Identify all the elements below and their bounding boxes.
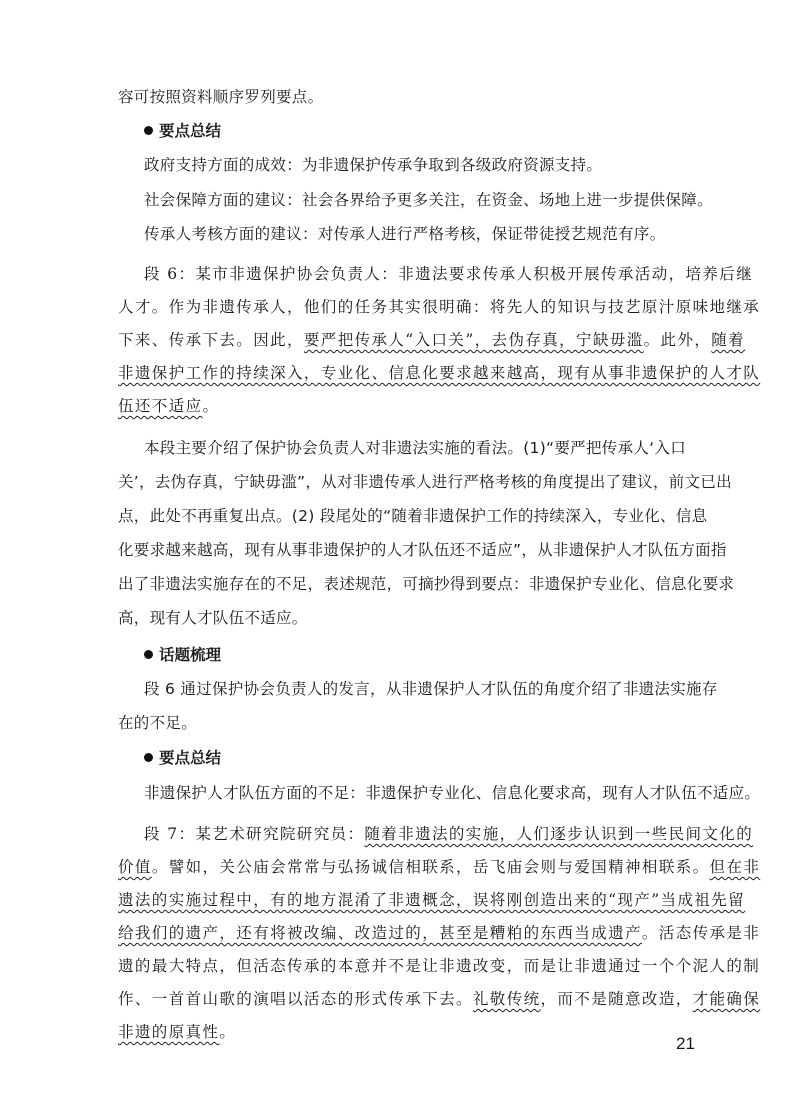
material-line — [118, 921, 761, 945]
material-text: 。活态传承是非 — [641, 924, 761, 942]
analysis-line: 点，此处不再重复出点。(2) 段尾处的“随着非遗保护工作的持续深入，专业化、信息 — [118, 507, 708, 525]
analysis-line: 化要求越来越高，现有从事非遗保护的人才队伍还不适应”，从非遗保护人才队伍方面指 — [118, 541, 727, 559]
bullet-icon — [144, 650, 153, 659]
underlined-text: 随着 — [711, 331, 746, 349]
analysis-line: 高，现有人才队伍不适应。 — [118, 609, 308, 627]
section-heading-summary — [144, 746, 221, 770]
material-line: 段 6：某市非遗保护协会负责人：非遗法要求传承人积极开展传承活动，培养后继 — [144, 265, 754, 283]
bullet-icon — [144, 753, 153, 762]
material-line — [118, 987, 761, 1011]
material-text: 。 — [219, 1023, 237, 1041]
underlined-text: 才能确保 — [692, 990, 761, 1008]
material-line — [118, 361, 761, 385]
analysis-line: 关’，去伪存真，宁缺毋滥”，从对非遗传承人进行严格考核的角度提出了建议，前文已出 — [118, 473, 732, 491]
material-line — [118, 888, 746, 912]
underlined-text: 给我们的遗产，还有将被改编、改造过的，甚至是糟粕的东西当成遗产 — [118, 924, 642, 942]
underlined-text: 非遗的原真性 — [118, 1023, 220, 1041]
section-heading-label: 要点总结 — [159, 749, 222, 767]
summary-line: 政府支持方面的成效：为非遗保护传承争取到各级政府资源支持。 — [144, 156, 603, 174]
material-line: 遗的最大特点，但活态传承的本意并不是让非遗改变，而是让非遗通过一个个泥人的制 — [118, 957, 761, 975]
underlined-text: 遗法的实施过程中，有的地方混淆了非遗概念，误将刚创造出来的“现产”当成祖先留 — [118, 891, 746, 909]
material-line — [118, 1020, 718, 1044]
material-text: 段 7：某艺术研究院研究员： — [144, 825, 365, 843]
material-text: 作、一首首山歌的演唱以活态的形式传承下去。 — [118, 990, 473, 1008]
material-text: 下来、传承下去。因此， — [118, 331, 304, 349]
summary-line: 非遗保护人才队伍方面的不足：非遗保护专业化、信息化要求高，现有人才队伍不适应。 — [144, 784, 761, 802]
topic-line: 在的不足。 — [118, 714, 198, 732]
section-heading-label: 话题梳理 — [159, 646, 222, 664]
bullet-icon — [144, 126, 153, 135]
material-text: ，而不是随意改造， — [540, 990, 693, 1008]
material-line — [118, 855, 761, 879]
material-line — [118, 394, 718, 418]
underlined-text: 非遗保护工作的持续深入，专业化、信息化要求越来越高，现有从事非遗保护的人才队 — [118, 364, 761, 382]
analysis-line: 本段主要介绍了保护协会负责人对非遗法实施的看法。(1)“要严把传承人‘入口 — [144, 439, 687, 457]
material-line — [118, 328, 746, 352]
section-heading-topic — [144, 643, 221, 667]
page-number: 21 — [676, 1034, 695, 1053]
text-line: 容可按照资料顺序罗列要点。 — [118, 88, 324, 106]
topic-line: 段 6 通过保护协会负责人的发言，从非遗保护人才队伍的角度介绍了非遗法实施存 — [144, 680, 718, 698]
material-line — [144, 822, 754, 846]
summary-line: 社会保障方面的建议：社会各界给予更多关注，在资金、场地上进一步提供保障。 — [144, 191, 713, 209]
underlined-text: 伍还不适应 — [118, 397, 203, 415]
section-heading-summary — [144, 119, 221, 143]
underlined-text: 要严把传承人“入口关”，去伪存真，宁缺毋滥 — [303, 331, 644, 349]
underlined-text: 礼敬传统 — [472, 990, 541, 1008]
underlined-text: 随着非遗法的实施，人们逐步认识到一些民间文化的 — [364, 825, 754, 843]
material-text: 。 — [202, 397, 220, 415]
summary-line: 传承人考核方面的建议：对传承人进行严格考核，保证带徒授艺规范有序。 — [144, 225, 666, 243]
material-text: 。此外， — [643, 331, 712, 349]
underlined-text: 但在非 — [709, 858, 761, 876]
material-line: 人才。作为非遗传承人，他们的任务其实很明确：将先人的知识与技艺原汁原味地继承 — [118, 298, 761, 316]
section-heading-label: 要点总结 — [159, 122, 222, 140]
material-text: 。譬如，关公庙会常常与弘扬诚信相联系，岳飞庙会则与爱国精神相联系。 — [151, 858, 710, 876]
analysis-line: 出了非遗法实施存在的不足，表述规范，可摘抄得到要点：非遗保护专业化、信息化要求 — [118, 575, 735, 593]
underlined-text: 价值 — [118, 858, 152, 876]
